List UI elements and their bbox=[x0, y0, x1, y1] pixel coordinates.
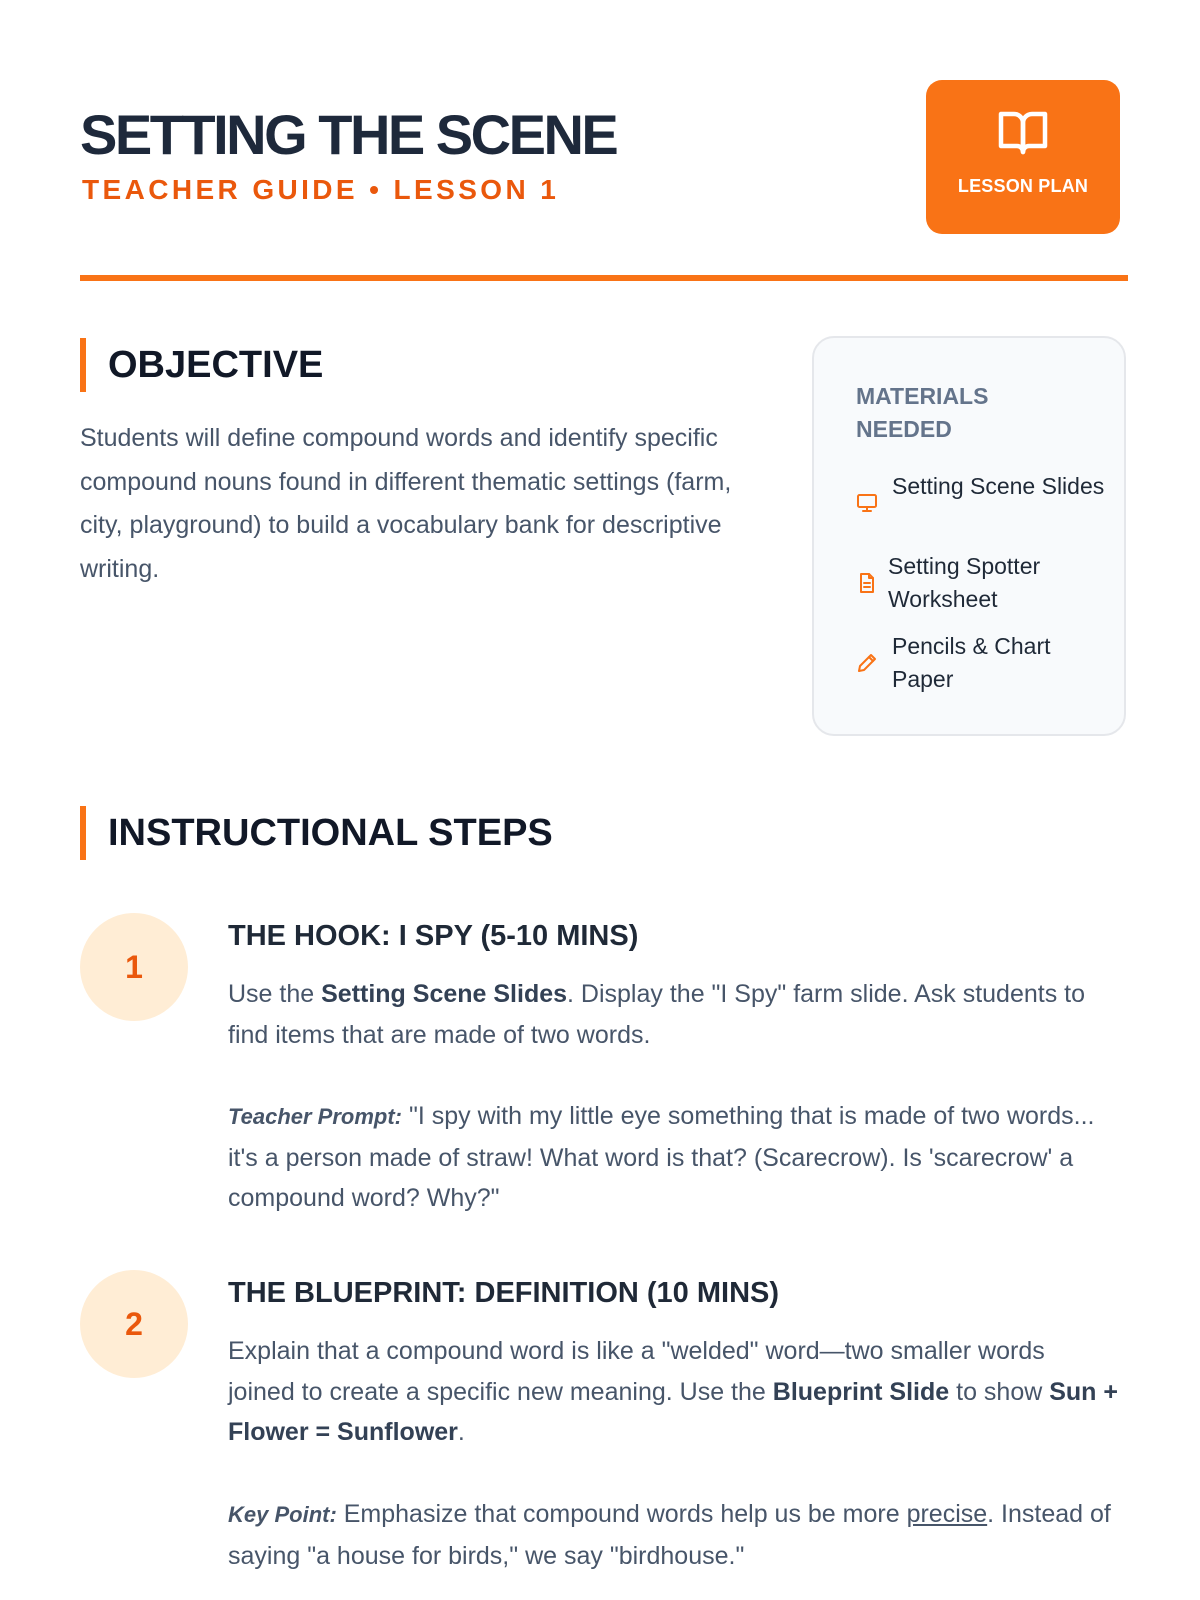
teacher-prompt-label: Teacher Prompt: bbox=[228, 1104, 403, 1129]
step-number-badge: 1 bbox=[80, 913, 188, 1021]
objective-heading: OBJECTIVE bbox=[80, 338, 323, 392]
badge-label: LESSON PLAN bbox=[957, 176, 1089, 196]
teacher-prompt: Teacher Prompt: "I spy with my little eye something that is made of two words... it's a person made of straw! What word is that? (Scarecrow). Is 'scarecrow' a compound word? Why?" bbox=[228, 1102, 1095, 1212]
step-number-badge: 2 bbox=[80, 1270, 188, 1378]
objective-text: Students will define compound words and identify specific compound nouns found in different thematic settings (farm, city, playground) to build a vocabulary bank for descriptive writing. bbox=[80, 424, 732, 583]
header-divider bbox=[80, 275, 1128, 281]
step-title: THE BLUEPRINT: DEFINITION (10 MINS) bbox=[228, 1277, 780, 1309]
pencil-icon bbox=[856, 652, 878, 674]
presentation-icon bbox=[856, 492, 878, 514]
step-description: Use the Setting Scene Slides. Display the "I Spy" farm slide. Ask students to find items that are made of two words. bbox=[228, 980, 1085, 1049]
page-subtitle: TEACHER GUIDE • LESSON 1 bbox=[82, 174, 560, 205]
material-label: Setting Spotter Worksheet bbox=[888, 553, 1041, 612]
materials-card bbox=[812, 336, 1126, 736]
page-title: SETTING THE SCENE bbox=[80, 103, 617, 166]
material-label: Pencils & Chart Paper bbox=[892, 633, 1051, 692]
materials-title: MATERIALS NEEDED bbox=[856, 383, 989, 442]
key-point: Key Point: Emphasize that compound words help us be more precise. Instead of saying "a house for birds," we say "birdhouse." bbox=[228, 1500, 1111, 1570]
page-header bbox=[80, 80, 1120, 230]
step-description: Explain that a compound word is like a "welded" word—two smaller words joined to create a specific new meaning. Use the Blueprint Slide to show Sun + Flower = Sunflower. bbox=[228, 1337, 1118, 1446]
instructional-steps-heading: INSTRUCTIONAL STEPS bbox=[80, 806, 553, 860]
step-title: THE HOOK: I SPY (5-10 MINS) bbox=[228, 920, 639, 952]
open-book-icon bbox=[997, 108, 1049, 156]
material-label: Setting Scene Slides bbox=[892, 473, 1105, 499]
document-icon bbox=[856, 572, 878, 594]
lesson-plan-badge bbox=[926, 80, 1120, 234]
key-point-label: Key Point: bbox=[228, 1502, 337, 1527]
